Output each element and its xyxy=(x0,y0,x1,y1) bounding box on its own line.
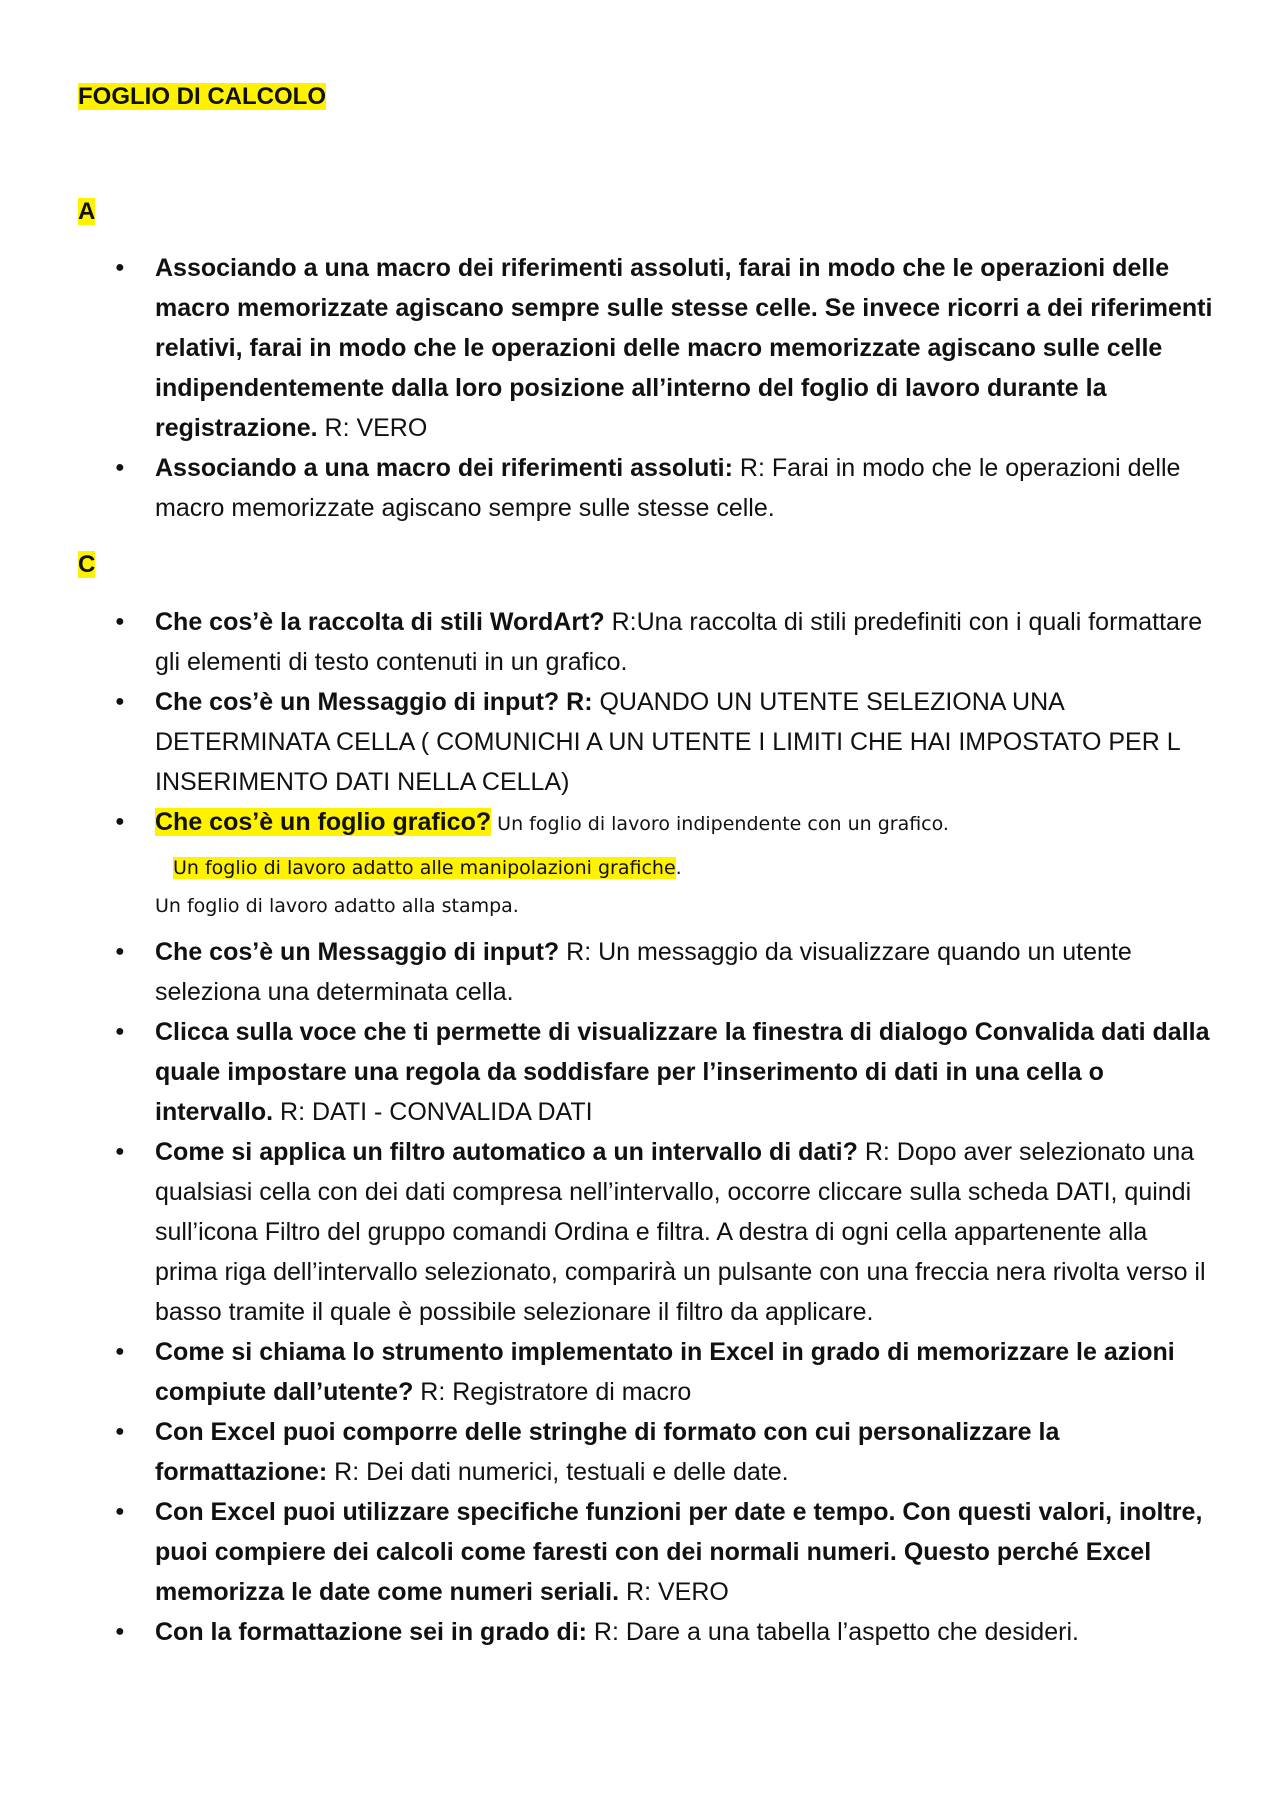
option-highlighted xyxy=(173,854,682,882)
answer-text: R: Un messaggio da visualizzare quando un utente seleziona una determinata cella. xyxy=(155,938,1132,1006)
section-a-list xyxy=(155,248,1215,528)
section-letter-c xyxy=(78,548,95,582)
answer-text: R: VERO xyxy=(619,1578,729,1606)
list-item xyxy=(155,1612,1215,1652)
list-item xyxy=(155,1132,1215,1332)
list-item xyxy=(155,1492,1215,1612)
question-text: Associando a una macro dei riferimenti assoluti: xyxy=(155,454,733,482)
answer-text: R: Dare a una tabella l’aspetto che desideri. xyxy=(586,1618,1079,1646)
section-c-list-top xyxy=(155,602,1215,844)
question-text: Con Excel puoi comporre delle stringhe di formato con cui personalizzare la formattazione: xyxy=(155,1418,1060,1486)
list-item xyxy=(155,1412,1215,1492)
answer-text: R: DATI - CONVALIDA DATI xyxy=(273,1098,593,1126)
question-text: Clicca sulla voce che ti permette di visualizzare la finestra di dialogo Convalida dati dalla quale impostare una regola da soddisfare per l’inserimento di dati in una cella o intervallo. xyxy=(155,1018,1210,1126)
document-title-text: FOGLIO DI CALCOLO xyxy=(78,83,326,110)
question-text: Con Excel puoi utilizzare specifiche funzioni per date e tempo. Con questi valori, inoltre, puoi compiere dei calcoli come faresti con dei normali numeri. Questo perché Excel memorizza le date come numeri seriali. xyxy=(155,1498,1203,1606)
option-highlighted-text: Un foglio di lavoro adatto alle manipolazioni grafiche xyxy=(173,857,676,879)
question-text: Che cos’è un Messaggio di input? R: xyxy=(155,688,593,716)
option-plain-text: Un foglio di lavoro adatto alla stampa. xyxy=(155,895,519,917)
question-text: Associando a una macro dei riferimenti assoluti, farai in modo che le operazioni delle macro memorizzate agiscano sempre sulle stesse celle. Se invece ricorri a dei riferimenti relativi, farai in modo che le operazioni delle macro memorizzate agiscano sulle celle indipendentemente dalla loro posizione all’interno del foglio di lavoro durante la registrazione. xyxy=(155,254,1213,442)
list-item xyxy=(155,248,1215,448)
section-letter-a-text: A xyxy=(78,198,96,225)
option-plain xyxy=(155,892,519,920)
section-c-list-bottom xyxy=(155,932,1215,1652)
section-letter-a xyxy=(78,195,95,229)
list-item xyxy=(155,682,1215,802)
question-text: Che cos’è la raccolta di stili WordArt? xyxy=(155,608,605,636)
list-item xyxy=(155,1332,1215,1412)
answer-text: R:Una raccolta di stili predefiniti con i quali formattare gli elementi di testo contenuti in un grafico. xyxy=(155,608,1203,676)
question-text: Come si chiama lo strumento implementato in Excel in grado di memorizzare le azioni compiute dall’utente? xyxy=(155,1338,1175,1406)
question-text: Con la formattazione sei in grado di: xyxy=(155,1618,587,1646)
list-item xyxy=(155,448,1215,528)
answer-text: Un foglio di lavoro indipendente con un grafico. xyxy=(491,813,949,835)
list-item xyxy=(155,1012,1215,1132)
answer-text: R: Registratore di macro xyxy=(413,1378,692,1406)
question-text: Che cos’è un Messaggio di input? xyxy=(155,938,560,966)
question-text: Come si applica un filtro automatico a un intervallo di dati? xyxy=(155,1138,858,1166)
document-title xyxy=(78,80,326,114)
section-letter-c-text: C xyxy=(78,551,96,578)
answer-text: QUANDO UN UTENTE SELEZIONA UNA DETERMINATA CELLA ( COMUNICHI A UN UTENTE I LIMITI CHE HAI IMPOSTATO PER L INSERIMENTO DATI NELLA CELLA) xyxy=(155,688,1180,796)
list-item xyxy=(155,932,1215,1012)
option-highlighted-end: . xyxy=(675,857,682,879)
list-item xyxy=(155,802,1215,844)
question-text: Che cos’è un foglio grafico? xyxy=(155,808,492,836)
answer-text: R: Farai in modo che le operazioni delle macro memorizzate agiscano sempre sulle stesse celle. xyxy=(155,454,1181,522)
answer-text: R: VERO xyxy=(317,414,428,442)
answer-text: R: Dei dati numerici, testuali e delle date. xyxy=(327,1458,789,1486)
list-item xyxy=(155,602,1215,682)
answer-text: R: Dopo aver selezionato una qualsiasi cella con dei dati compresa nell’intervallo, occorre cliccare sulla scheda DATI, quindi sull’icona Filtro del gruppo comandi Ordina e filtra. A destra di ogni cella appartenente alla prima riga dell’intervallo selezionato, comparirà un pulsante con una freccia nera rivolta verso il basso tramite il quale è possibile selezionare il filtro da applicare. xyxy=(155,1138,1206,1326)
